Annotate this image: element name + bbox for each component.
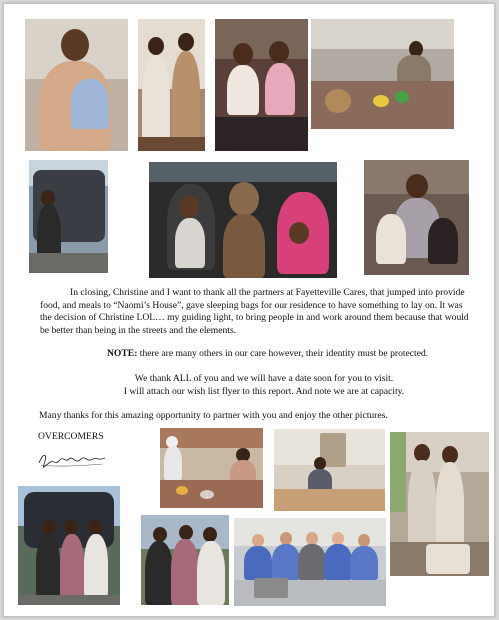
photo-woman-with-children-on-couch — [364, 160, 469, 275]
sign-off: OVERCOMERS — [38, 431, 104, 442]
photo-woman-at-car-trunk — [29, 160, 108, 273]
photo-kids-playing-on-floor — [311, 19, 454, 129]
photo-two-women-with-baby — [138, 19, 205, 151]
photo-volunteers-serving-food — [274, 429, 385, 511]
gratitude-line: Many thanks for this amazing opportunity to partner with you and enjoy the other pictures. — [39, 410, 388, 421]
photo-woman-holding-baby — [25, 19, 128, 151]
thanks-block — [114, 373, 414, 398]
photo-group-at-car-outdoors — [18, 486, 120, 605]
signature-image — [37, 449, 107, 471]
thanks-line-2: I will attach our wish list flyer to this report. And note we are at capacity. — [123, 385, 405, 397]
photo-two-men-in-doorway — [390, 432, 489, 576]
photo-volunteer-group-in-kitchen — [234, 518, 386, 606]
note-line — [107, 348, 487, 361]
photo-two-children-on-couch — [215, 19, 308, 151]
note-label: NOTE: — [107, 348, 138, 359]
closing-paragraph: In closing, Christine and I want to thank all the partners at Fayetteville Cares, that jumped into provide food, and meals to “Naomi’s House”, gave sleeping bags for our residence to have something to lay on. It was the decision of Christine LOL… my guiding light, to bring people in and work around them because that would be better than being in the streets and the elements. — [40, 287, 469, 336]
note-text: there are many others in our care however, their identity must be protected. — [137, 348, 429, 359]
document-page — [3, 3, 495, 617]
photo-kitchen-food-table — [160, 428, 263, 508]
photo-kids-and-dog-in-car — [149, 162, 337, 278]
thanks-line-1: We thank ALL of you and we will have a date soon for you to visit. — [134, 373, 394, 384]
photo-three-women-outdoors — [141, 515, 229, 605]
